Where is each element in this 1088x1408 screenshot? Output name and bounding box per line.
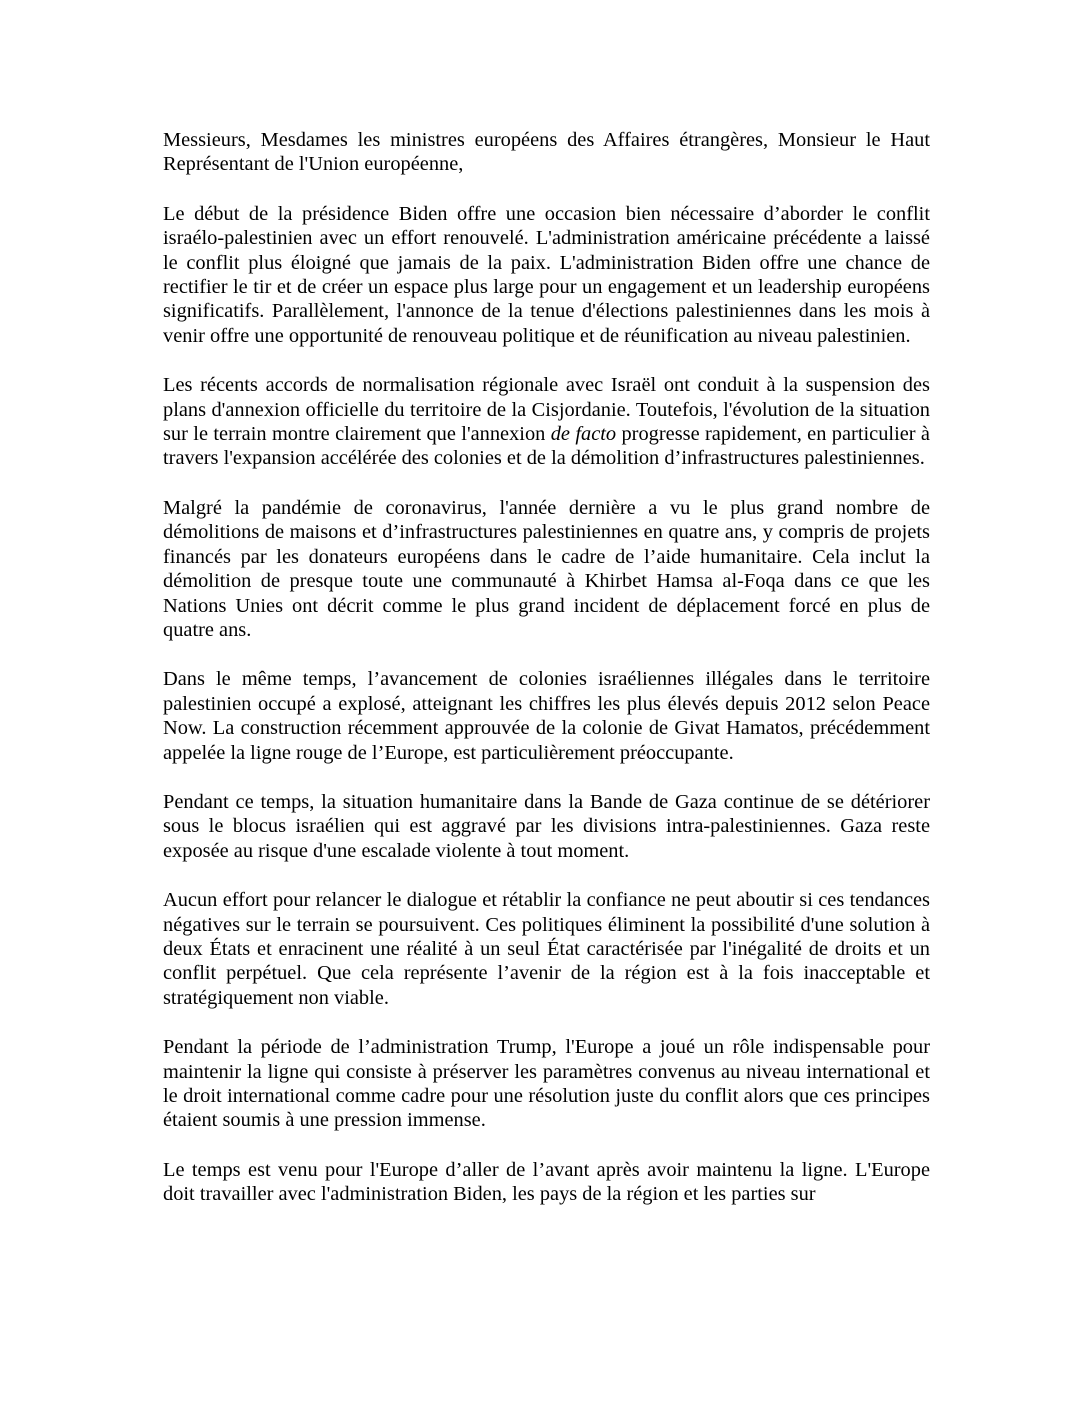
salutation: Messieurs, Mesdames les ministres européens des Affaires étrangères, Monsieur le Haut Représentant de l'Union européenne, — [163, 129, 930, 176]
letter-body — [163, 128, 930, 1207]
paragraph-1: Le début de la présidence Biden offre une occasion bien nécessaire d’aborder le conflit israélo-palestinien avec un effort renouvelé. L'administration américaine précédente a laissé le conflit plus éloigné que jamais de la paix. L'administration Biden offre une chance de rectifier le tir et de créer un espace plus large pour un engagement et un leadership européens significatifs. Parallèlement, l'annonce de la tenue d'élections palestiniennes dans les mois à venir offre une opportunité de renouveau politique et de réunification au niveau palestinien. — [163, 202, 930, 347]
paragraph-5: Pendant ce temps, la situation humanitaire dans la Bande de Gaza continue de se détériorer sous le blocus israélien qui est aggravé par les divisions intra-palestiniennes. Gaza reste exposée au risque d'une escalade violente à tout moment. — [163, 790, 930, 862]
paragraph-4: Dans le même temps, l’avancement de colonies israéliennes illégales dans le territoire palestinien occupé a explosé, atteignant les chiffres les plus élevés depuis 2012 selon Peace Now. La construction récemment approuvée de la colonie de Givat Hamatos, précédemment appelée la ligne rouge de l’Europe, est particulièrement préoccupante. — [163, 668, 930, 764]
paragraph-2 — [163, 373, 930, 471]
paragraph-6: Aucun effort pour relancer le dialogue et rétablir la confiance ne peut aboutir si ces tendances négatives sur le terrain se poursuivent. Ces politiques éliminent la possibilité d'une solution à deux États et enracinent une réalité à un seul État caractérisée par l'inégalité de droits et un conflit perpétuel. Que cela représente l’avenir de la région est à la fois inacceptable et stratégiquement non viable. — [163, 889, 930, 1009]
paragraph-2-text-after: progresse rapidement, en particulier à travers l'expansion accélérée des colonies et de la démolition d’infrastructures palestiniennes. — [163, 423, 930, 470]
paragraph-2-text-before: Les récents accords de normalisation régionale avec Israël ont conduit à la suspension des plans d'annexion officielle du territoire de la Cisjordanie. Toutefois, l'évolution de la situation sur le terrain montre clairement que l'annexion — [163, 374, 930, 446]
paragraph-7: Pendant la période de l’administration Trump, l'Europe a joué un rôle indispensable pour maintenir la ligne qui consiste à préserver les paramètres convenus au niveau international et le droit international comme cadre pour une résolution juste du conflit alors que ces principes étaient soumis à une pression immense. — [163, 1036, 930, 1132]
paragraph-8: Le temps est venu pour l'Europe d’aller de l’avant après avoir maintenu la ligne. L'Europe doit travailler avec l'administration Biden, les pays de la région et les parties sur — [163, 1158, 930, 1206]
paragraph-3: Malgré la pandémie de coronavirus, l'année dernière a vu le plus grand nombre de démolitions de maisons et d’infrastructures palestiniennes en quatre ans, y compris de projets financés par les donateurs européens dans le cadre de l’aide humanitaire. Cela inclut la démolition de presque toute une communauté à Khirbet Hamsa al-Foqa dans ce que les Nations Unies ont décrit comme le plus grand incident de déplacement forcé en plus de quatre ans. — [163, 496, 930, 641]
paragraph-2-italic-term: de facto — [550, 423, 617, 446]
